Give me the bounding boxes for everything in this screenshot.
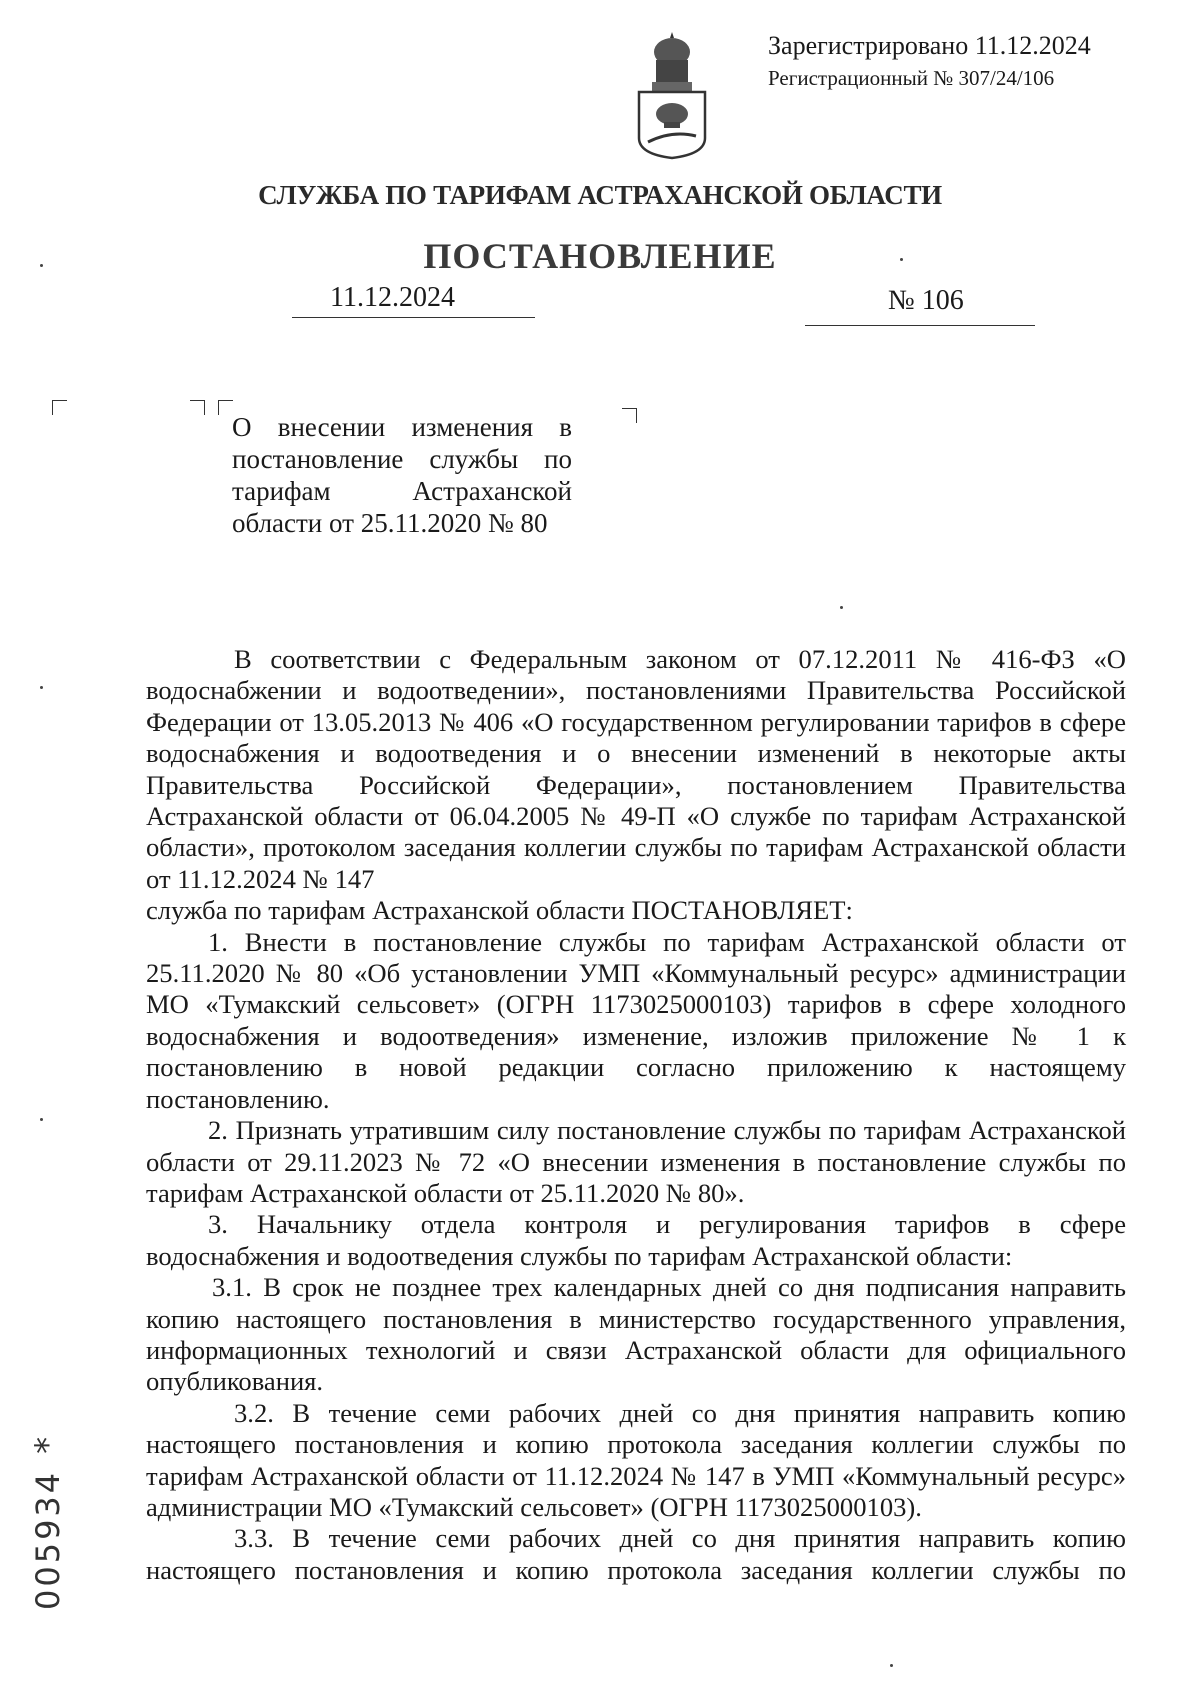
item-3-3: 3.3. В течение семи рабочих дней со дня принятия направить копию настоящего постановления и копию протокола заседания коллегии службы по <box>146 1523 1126 1585</box>
scan-dot <box>890 1664 893 1667</box>
document-subject: О внесении изменения в постановление службы по тарифам Астраханской области от 25.11.2020 № 80 <box>232 412 572 538</box>
item-3-2: 3.2. В течение семи рабочих дней со дня принятия направить копию настоящего постановления и копию протокола заседания коллегии службы по тарифам Астраханской области от 11.12.2024 № 147 в УМП «Коммунальный ресурс» администрации МО «Тумакский сельсовет» (ОГРН 1173025000103). <box>146 1397 1126 1522</box>
corner-bracket <box>218 400 233 415</box>
preamble-paragraph: В соответствии с Федеральным законом от 07.12.2011 № 416-ФЗ «О водоснабжении и водоотведении», постановлениями Правительства Российской Федерации от 13.05.2013 № 406 «О государственном регулировании тарифов в сфере водоснабжения и водоотведения и о внесении изменений в некоторые акты Правительства Российской Федерации», постановлением Правительства Астраханской области от 06.04.2005 № 49-П «О службе по тарифам Астраханской области», протоколом заседания коллегии службы по тарифам Астраханской области от 11.12.2024 № 147 <box>146 644 1126 894</box>
item-3-1: 3.1. В срок не позднее трех календарных дней со дня подписания направить копию настоящего постановления в министерство государственного управления, информационных технологий и связи Астраханской области для официального опубликования. <box>146 1272 1126 1397</box>
document-serial-stamp <box>28 1434 68 1610</box>
item-3: 3. Начальнику отдела контроля и регулирования тарифов в сфере водоснабжения и водоотведения службы по тарифам Астраханской области: <box>146 1209 1126 1271</box>
document-type-title: ПОСТАНОВЛЕНИЕ <box>423 236 777 276</box>
registration-date: Зарегистрировано 11.12.2024 <box>768 31 1091 60</box>
resolves-line: служба по тарифам Астраханской области ПОСТАНОВЛЯЕТ: <box>146 895 853 926</box>
item-1: 1. Внести в постановление службы по тарифам Астраханской области от 25.11.2020 № 80 «Об установлении УМП «Коммунальный ресурс» администрации МО «Тумакский сельсовет» (ОГРН 1173025000103) тарифов в сфере холодного водоснабжения и водоотведения» изменение, изложив приложение № 1 к постановлению в новой редакции согласно приложению к настоящему постановлению. <box>146 926 1126 1114</box>
scan-dot <box>840 606 843 609</box>
corner-bracket <box>52 400 67 415</box>
corner-bracket <box>622 408 637 423</box>
scan-dot <box>40 1118 43 1121</box>
date-underline <box>292 317 535 318</box>
document-date: 11.12.2024 <box>330 282 455 313</box>
document-body <box>146 644 1126 1586</box>
agency-name: СЛУЖБА ПО ТАРИФАМ АСТРАХАНСКОЙ ОБЛАСТИ <box>258 180 942 210</box>
corner-bracket <box>190 400 205 415</box>
registration-block <box>768 30 1091 94</box>
asterisk-mark: * <box>28 1433 68 1454</box>
scan-dot <box>40 264 43 267</box>
number-underline <box>805 325 1035 326</box>
item-2: 2. Признать утратившим силу постановление службы по тарифам Астраханской области от 29.11.2023 № 72 «О внесении изменения в постановление службы по тарифам Астраханской области от 25.11.2020 № 80». <box>146 1115 1126 1208</box>
scan-dot <box>40 686 43 689</box>
document-number: № 106 <box>888 285 964 316</box>
serial-number: 005934 <box>29 1469 67 1610</box>
coat-of-arms-emblem <box>634 30 710 160</box>
scan-dot <box>900 258 903 261</box>
registration-number: Регистрационный № 307/24/106 <box>768 66 1055 90</box>
